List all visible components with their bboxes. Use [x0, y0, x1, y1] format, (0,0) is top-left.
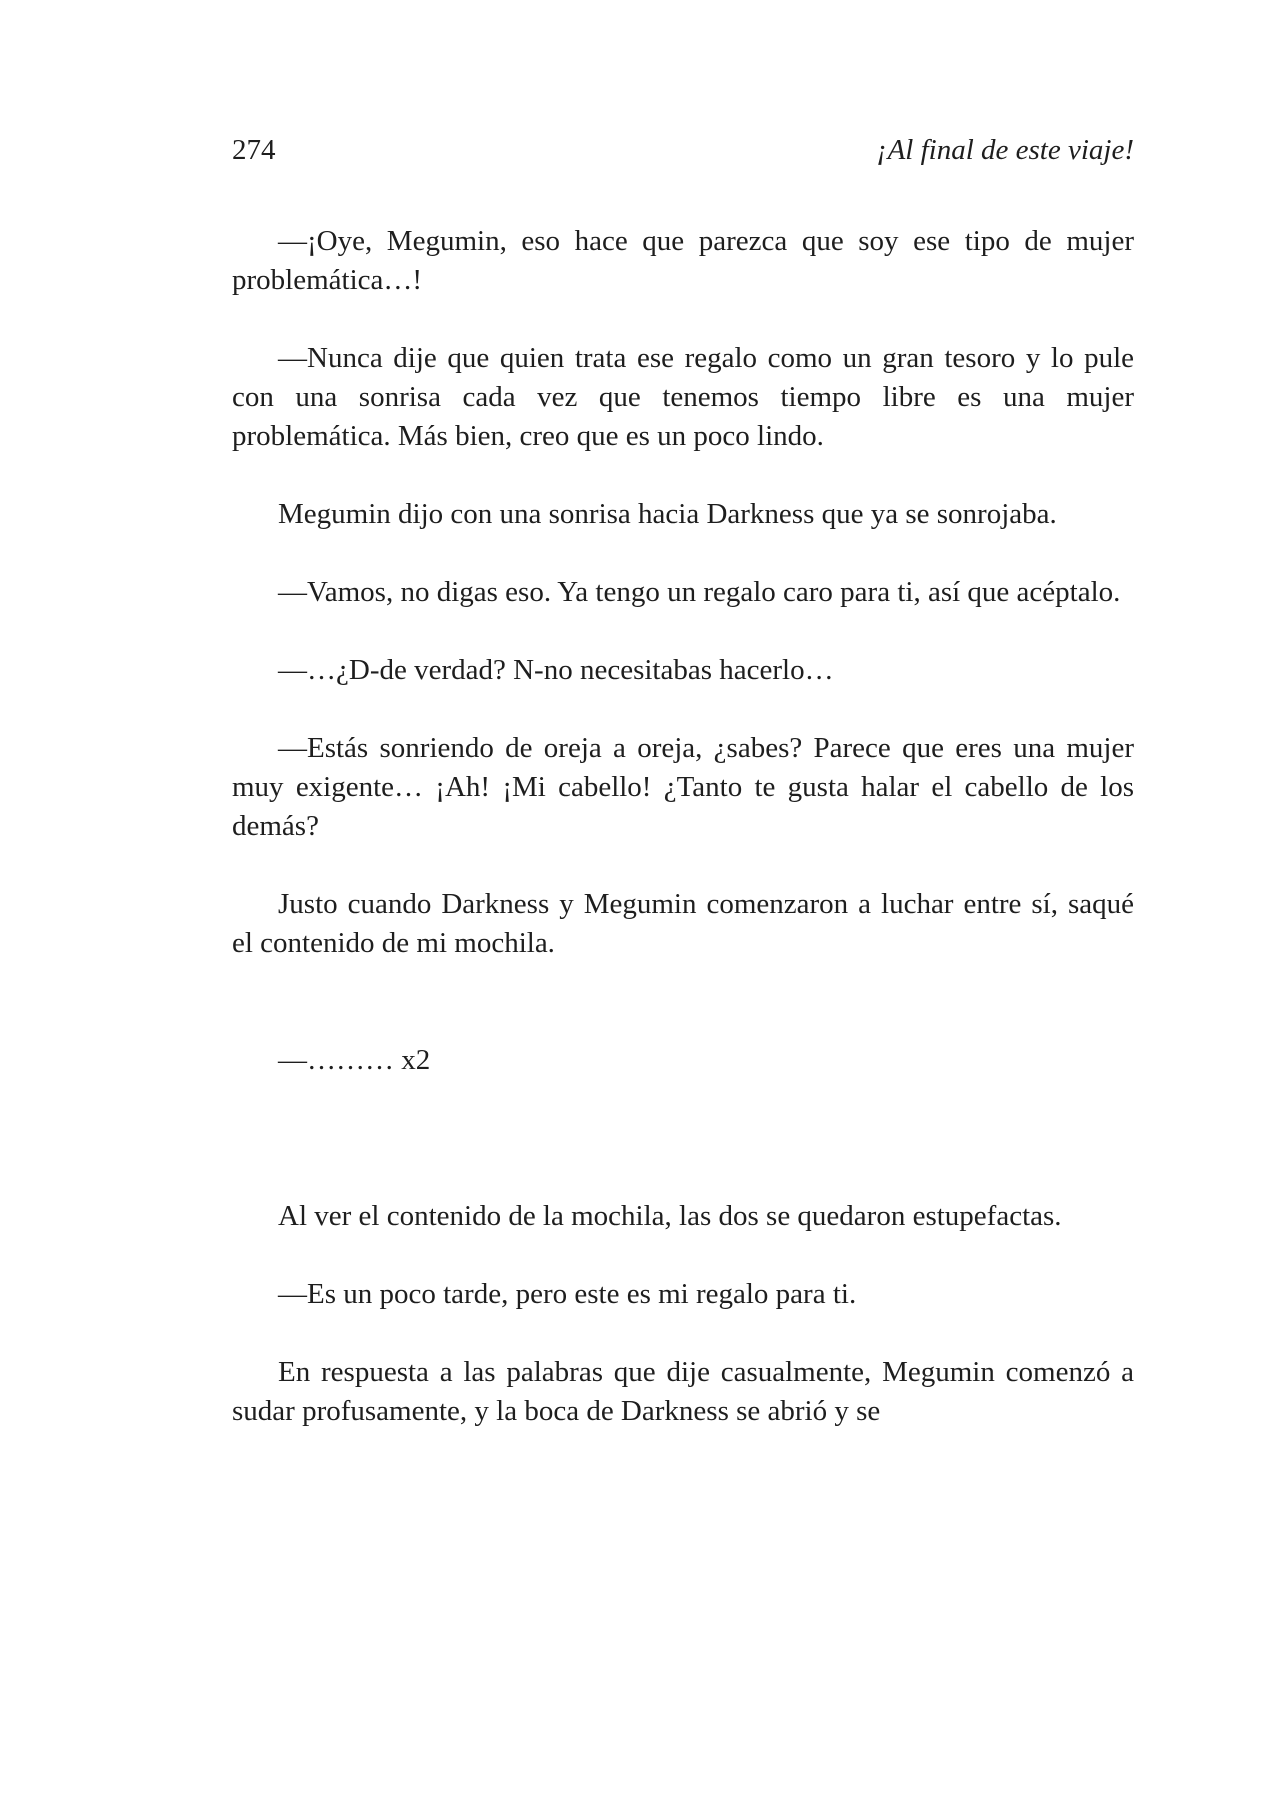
paragraph: —¡Oye, Megumin, eso hace que parezca que soy ese tipo de mujer problemática…!: [232, 225, 1134, 296]
paragraph: Justo cuando Darkness y Megumin comenzaron a luchar entre sí, saqué el contenido de mi mochila.: [232, 888, 1134, 959]
book-page: [232, 0, 1134, 1807]
paragraph: —Nunca dije que quien trata ese regalo como un gran tesoro y lo pule con una sonrisa cada vez que tenemos tiempo libre es una mujer problemática. Más bien, creo que es un poco lindo.: [232, 342, 1134, 452]
running-header: [232, 130, 1134, 170]
paragraph: Megumin dijo con una sonrisa hacia Darkness que ya se sonrojaba.: [278, 498, 1057, 530]
paragraph: Al ver el contenido de la mochila, las dos se quedaron estupefactas.: [278, 1200, 1062, 1232]
paragraph: —Vamos, no digas eso. Ya tengo un regalo caro para ti, así que acéptalo.: [278, 576, 1121, 608]
page-number: 274: [232, 134, 276, 166]
paragraph: —…¿D-de verdad? N-no necesitabas hacerlo…: [278, 654, 834, 686]
running-title: ¡Al final de este viaje!: [876, 134, 1134, 166]
body-text: [232, 222, 1134, 1470]
paragraph: —……… x2: [278, 1044, 431, 1076]
paragraph: —Es un poco tarde, pero este es mi regalo para ti.: [278, 1278, 857, 1310]
paragraph: —Estás sonriendo de oreja a oreja, ¿sabes? Parece que eres una mujer muy exigente… ¡Ah! ¡Mi cabello! ¿Tanto te gusta halar el cabello de los demás?: [232, 732, 1134, 842]
paragraph: En respuesta a las palabras que dije casualmente, Megumin comenzó a sudar profusamente, y la boca de Darkness se abrió y se: [232, 1356, 1134, 1427]
